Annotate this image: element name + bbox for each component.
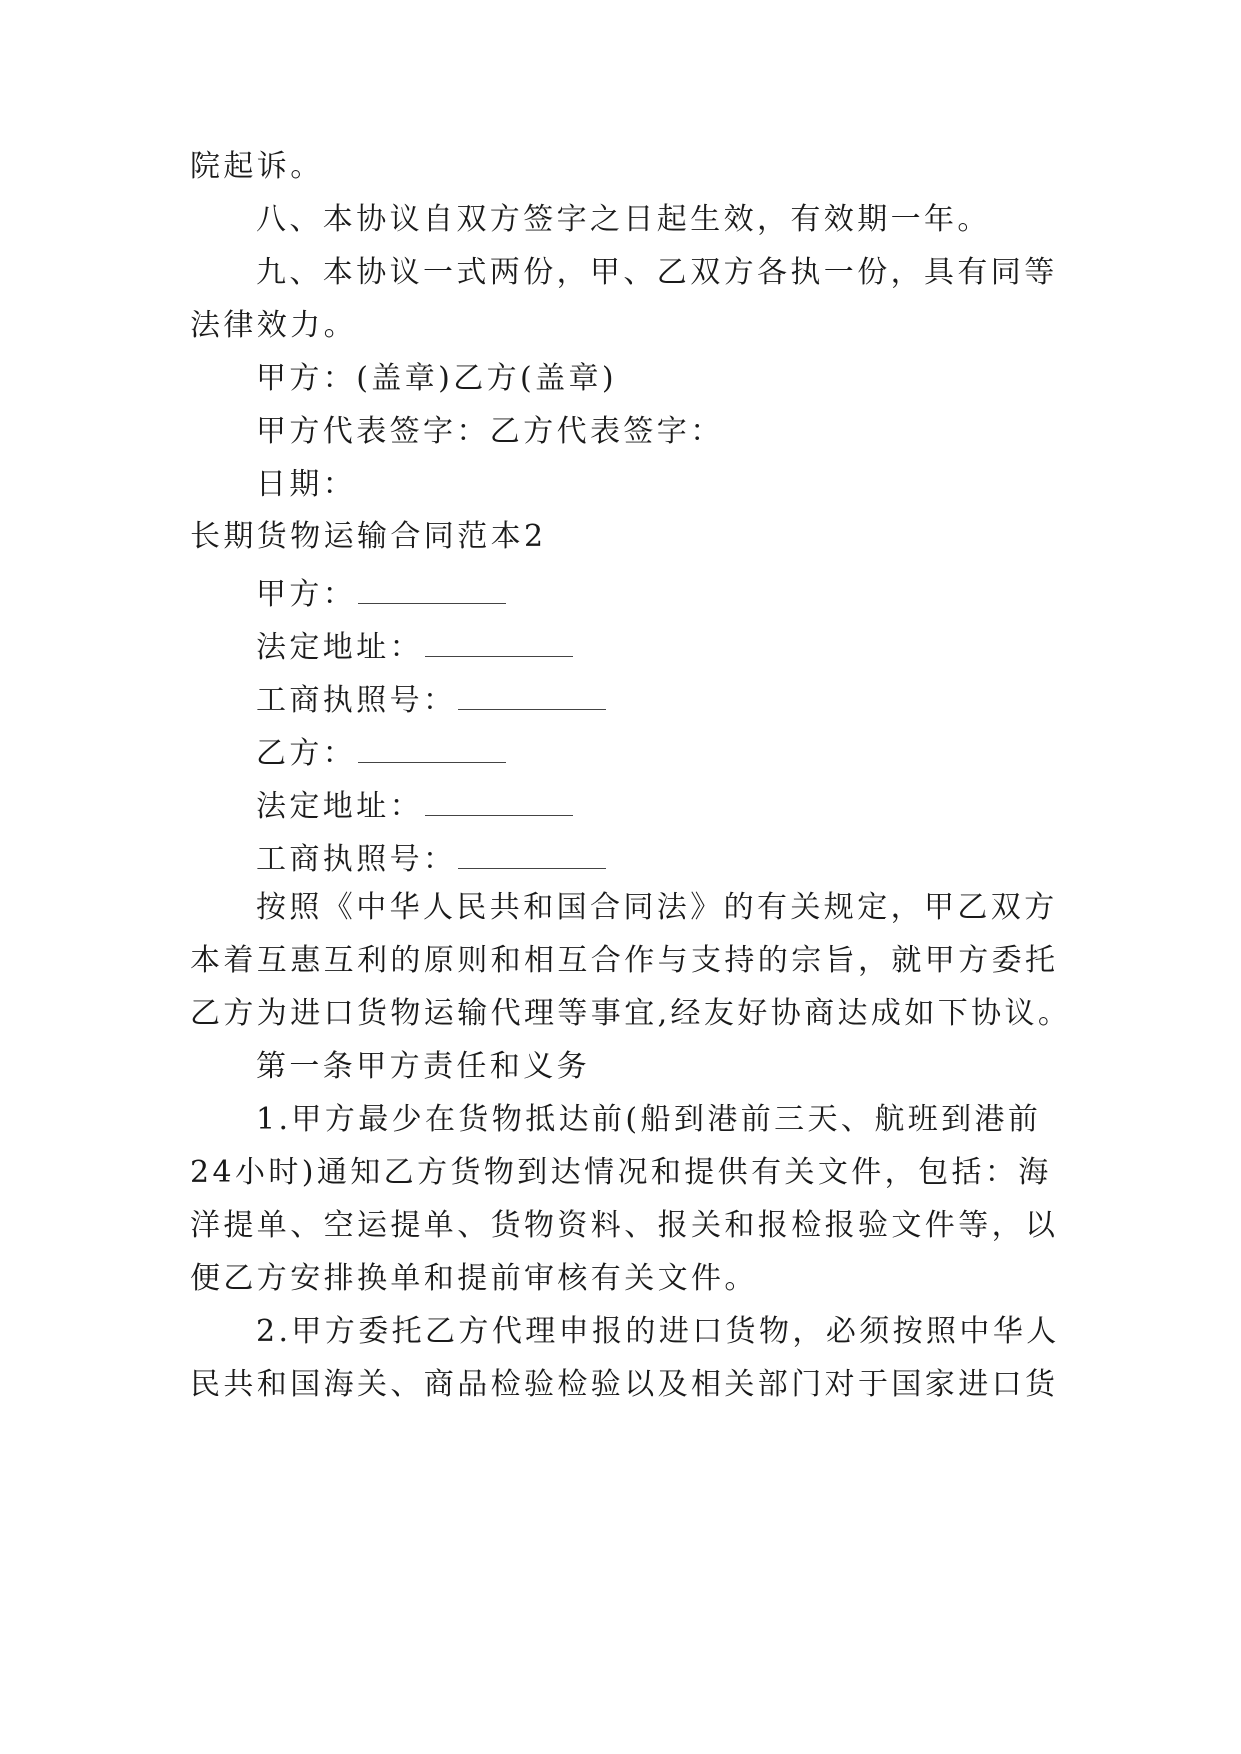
- article-heading: 第一条甲方责任和义务: [256, 1049, 590, 1084]
- clause-nine: 九、本协议一式两份，甲、乙双方各执一份，具有同等: [256, 255, 1058, 290]
- fill-blank: [458, 840, 606, 869]
- field-label: 甲方：: [256, 577, 357, 612]
- seal-line: 甲方：(盖章)乙方(盖章): [256, 361, 618, 396]
- paragraph-line: 洋提单、空运提单、货物资料、报关和报检报验文件等，以: [190, 1208, 1059, 1243]
- license-field: [256, 840, 1116, 875]
- date-line: 日期：: [256, 467, 357, 502]
- clause-eight: 八、本协议自双方签字之日起生效，有效期一年。: [256, 202, 991, 237]
- field-label: 工商执照号：: [256, 842, 457, 877]
- paragraph-line: 24小时)通知乙方货物到达情况和提供有关文件，包括：海: [190, 1155, 1052, 1190]
- fill-blank: [425, 787, 573, 816]
- address-field: [256, 628, 1116, 663]
- paragraph-line: 乙方为进口货物运输代理等事宜,经友好协商达成如下协议。: [190, 996, 1072, 1031]
- paragraph-line: 按照《中华人民共和国合同法》的有关规定，甲乙双方: [256, 890, 1058, 925]
- address-field: [256, 787, 1116, 822]
- paragraph-line: 1.甲方最少在货物抵达前(船到港前三天、航班到港前: [256, 1102, 1042, 1137]
- license-field: [256, 681, 1116, 716]
- fill-blank: [425, 628, 573, 657]
- field-label: 法定地址：: [256, 630, 423, 665]
- field-label: 法定地址：: [256, 789, 423, 824]
- fill-blank: [458, 681, 606, 710]
- text-line: 院起诉。: [190, 149, 324, 184]
- paragraph-line: 民共和国海关、商品检验检验以及相关部门对于国家进口货: [190, 1367, 1059, 1402]
- signature-line: 甲方代表签字：乙方代表签字：: [256, 414, 724, 449]
- paragraph-line: 2.甲方委托乙方代理申报的进口货物，必须按照中华人: [256, 1314, 1060, 1349]
- fill-blank: [358, 575, 506, 604]
- field-label: 乙方：: [256, 736, 357, 771]
- field-label: 工商执照号：: [256, 683, 457, 718]
- text-line: 法律效力。: [190, 308, 357, 343]
- paragraph-line: 本着互惠互利的原则和相互合作与支持的宗旨，就甲方委托: [190, 943, 1059, 978]
- paragraph-line: 便乙方安排换单和提前审核有关文件。: [190, 1261, 758, 1296]
- fill-blank: [358, 734, 506, 763]
- section-title: 长期货物运输合同范本2: [190, 519, 547, 554]
- party-b-field: [256, 734, 1116, 769]
- party-a-field: [256, 575, 1116, 610]
